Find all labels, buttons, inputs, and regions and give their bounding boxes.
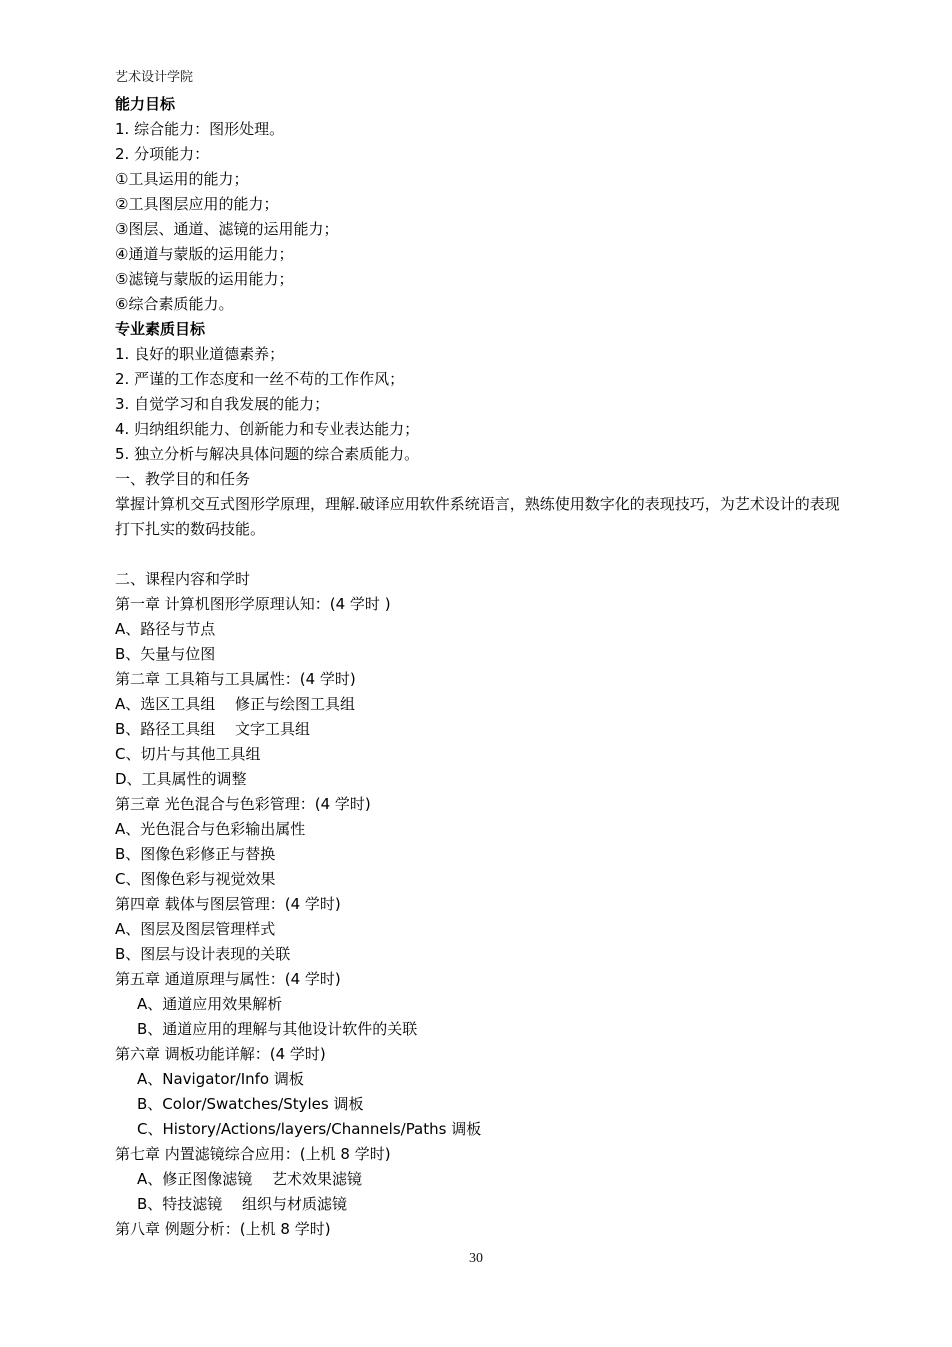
chapter-2-item: B、路径工具组 文字工具组 — [115, 720, 311, 738]
chapter-3-item: C、图像色彩与视觉效果 — [115, 870, 276, 888]
quality-item: 3. 自觉学习和自我发展的能力； — [115, 395, 330, 413]
chapter-5-item: B、通道应用的理解与其他设计软件的关联 — [137, 1020, 418, 1038]
chapter-6-item: B、Color/Swatches/Styles 调板 — [137, 1095, 364, 1113]
chapter-7-item: A、修正图像滤镜 艺术效果滤镜 — [137, 1170, 363, 1188]
chapter-2-item: C、切片与其他工具组 — [115, 745, 261, 763]
chapter-5-title: 第五章 通道原理与属性：(4 学时) — [115, 970, 341, 988]
quality-item: 2. 严谨的工作态度和一丝不苟的工作作风； — [115, 370, 405, 388]
chapter-8-title: 第八章 例题分析：(上机 8 学时) — [115, 1220, 331, 1238]
ability-item: 1. 综合能力：图形处理。 — [115, 120, 285, 138]
chapter-2-item: D、工具属性的调整 — [115, 770, 247, 788]
ability-item: 2. 分项能力： — [115, 145, 210, 163]
chapter-4-item: B、图层与设计表现的关联 — [115, 945, 291, 963]
ability-item: ⑥综合素质能力。 — [115, 295, 234, 313]
chapter-6-title: 第六章 调板功能详解：(4 学时) — [115, 1045, 326, 1063]
chapter-1-item: A、路径与节点 — [115, 620, 216, 638]
chapter-1-title: 第一章 计算机图形学原理认知：(4 学时 ) — [115, 595, 391, 613]
chapter-3-item: B、图像色彩修正与替换 — [115, 845, 276, 863]
chapter-3-item: A、光色混合与色彩输出属性 — [115, 820, 306, 838]
chapter-6-item: A、Navigator/Info 调板 — [137, 1070, 304, 1088]
chapter-5-item: A、通道应用效果解析 — [137, 995, 283, 1013]
chapter-3-title: 第三章 光色混合与色彩管理：(4 学时) — [115, 795, 371, 813]
ability-item: ⑤滤镜与蒙版的运用能力； — [115, 270, 294, 288]
chapter-7-item: B、特技滤镜 组织与材质滤镜 — [137, 1195, 348, 1213]
course-heading: 二、课程内容和学时 — [115, 570, 251, 588]
page-number: 30 — [469, 1251, 483, 1266]
chapter-2-item: A、选区工具组 修正与绘图工具组 — [115, 695, 356, 713]
quality-item: 1. 良好的职业道德素养； — [115, 345, 285, 363]
quality-heading: 专业素质目标 — [115, 320, 206, 338]
ability-item: ①工具运用的能力； — [115, 170, 249, 188]
chapter-1-item: B、矢量与位图 — [115, 645, 216, 663]
blank-line — [115, 542, 840, 567]
ability-item: ④通道与蒙版的运用能力； — [115, 245, 294, 263]
ability-item: ③图层、通道、滤镜的运用能力； — [115, 220, 339, 238]
chapter-4-title: 第四章 载体与图层管理：(4 学时) — [115, 895, 341, 913]
chapter-2-title: 第二章 工具箱与工具属性：(4 学时) — [115, 670, 356, 688]
page-header: 艺术设计学院 — [115, 70, 194, 85]
page-content — [115, 92, 840, 1242]
purpose-paragraph: 掌握计算机交互式图形学原理，理解.破译应用软件系统语言，熟练使用数字化的表现技巧，为艺术设计的表现打下扎实的数码技能。 — [115, 495, 840, 538]
chapter-7-title: 第七章 内置滤镜综合应用：(上机 8 学时) — [115, 1145, 391, 1163]
ability-item: ②工具图层应用的能力； — [115, 195, 279, 213]
chapter-6-item: C、History/Actions/layers/Channels/Paths 调板 — [137, 1120, 482, 1138]
chapter-4-item: A、图层及图层管理样式 — [115, 920, 276, 938]
purpose-heading: 一、教学目的和任务 — [115, 470, 251, 488]
quality-item: 5. 独立分析与解决具体问题的综合素质能力。 — [115, 445, 420, 463]
ability-heading: 能力目标 — [115, 95, 176, 113]
quality-item: 4. 归纳组织能力、创新能力和专业表达能力； — [115, 420, 420, 438]
